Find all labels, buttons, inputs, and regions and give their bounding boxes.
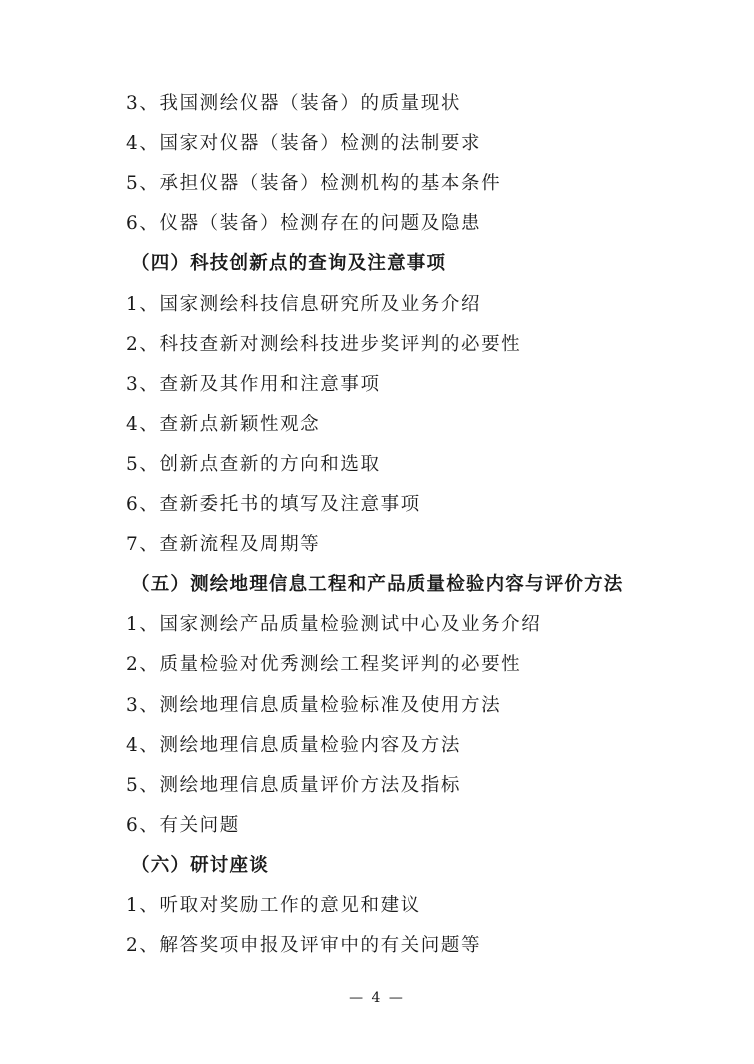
section-heading: （四）科技创新点的查询及注意事项: [131, 253, 447, 275]
page-number: — 4 —: [349, 990, 405, 1006]
list-item: 1、听取对奖励工作的意见和建议: [126, 895, 421, 916]
list-item: 6、有关问题: [126, 814, 240, 836]
list-item: 2、科技查新对测绘科技进步奖评判的必要性: [126, 333, 522, 355]
list-item: 5、承担仪器（装备）检测机构的基本条件: [126, 173, 502, 195]
list-item: 6、仪器（装备）检测存在的问题及隐患: [126, 213, 482, 235]
list-item: 1、国家测绘产品质量检验测试中心及业务介绍: [126, 614, 542, 636]
list-item: 3、查新及其作用和注意事项: [126, 373, 381, 395]
list-item: 2、质量检验对优秀测绘工程奖评判的必要性: [126, 654, 522, 676]
list-item: 6、查新委托书的填写及注意事项: [126, 494, 421, 515]
section-heading: （六）研讨座谈: [131, 854, 269, 876]
list-item: 2、解答奖项申报及评审中的有关问题等: [126, 935, 482, 957]
list-item: 4、国家对仪器（装备）检测的法制要求: [126, 133, 482, 155]
list-item: 1、国家测绘科技信息研究所及业务介绍: [126, 293, 482, 315]
list-item: 3、测绘地理信息质量检验标准及使用方法: [126, 694, 502, 716]
section-heading: （五）测绘地理信息工程和产品质量检验内容与评价方法: [131, 574, 624, 596]
list-item: 4、测绘地理信息质量检验内容及方法: [126, 734, 461, 756]
list-item: 7、查新流程及周期等: [126, 534, 321, 556]
list-item: 3、我国测绘仪器（装备）的质量现状: [126, 93, 461, 114]
list-item: 5、测绘地理信息质量评价方法及指标: [126, 774, 461, 796]
list-item: 4、查新点新颖性观念: [126, 413, 321, 435]
list-item: 5、创新点查新的方向和选取: [126, 453, 381, 475]
